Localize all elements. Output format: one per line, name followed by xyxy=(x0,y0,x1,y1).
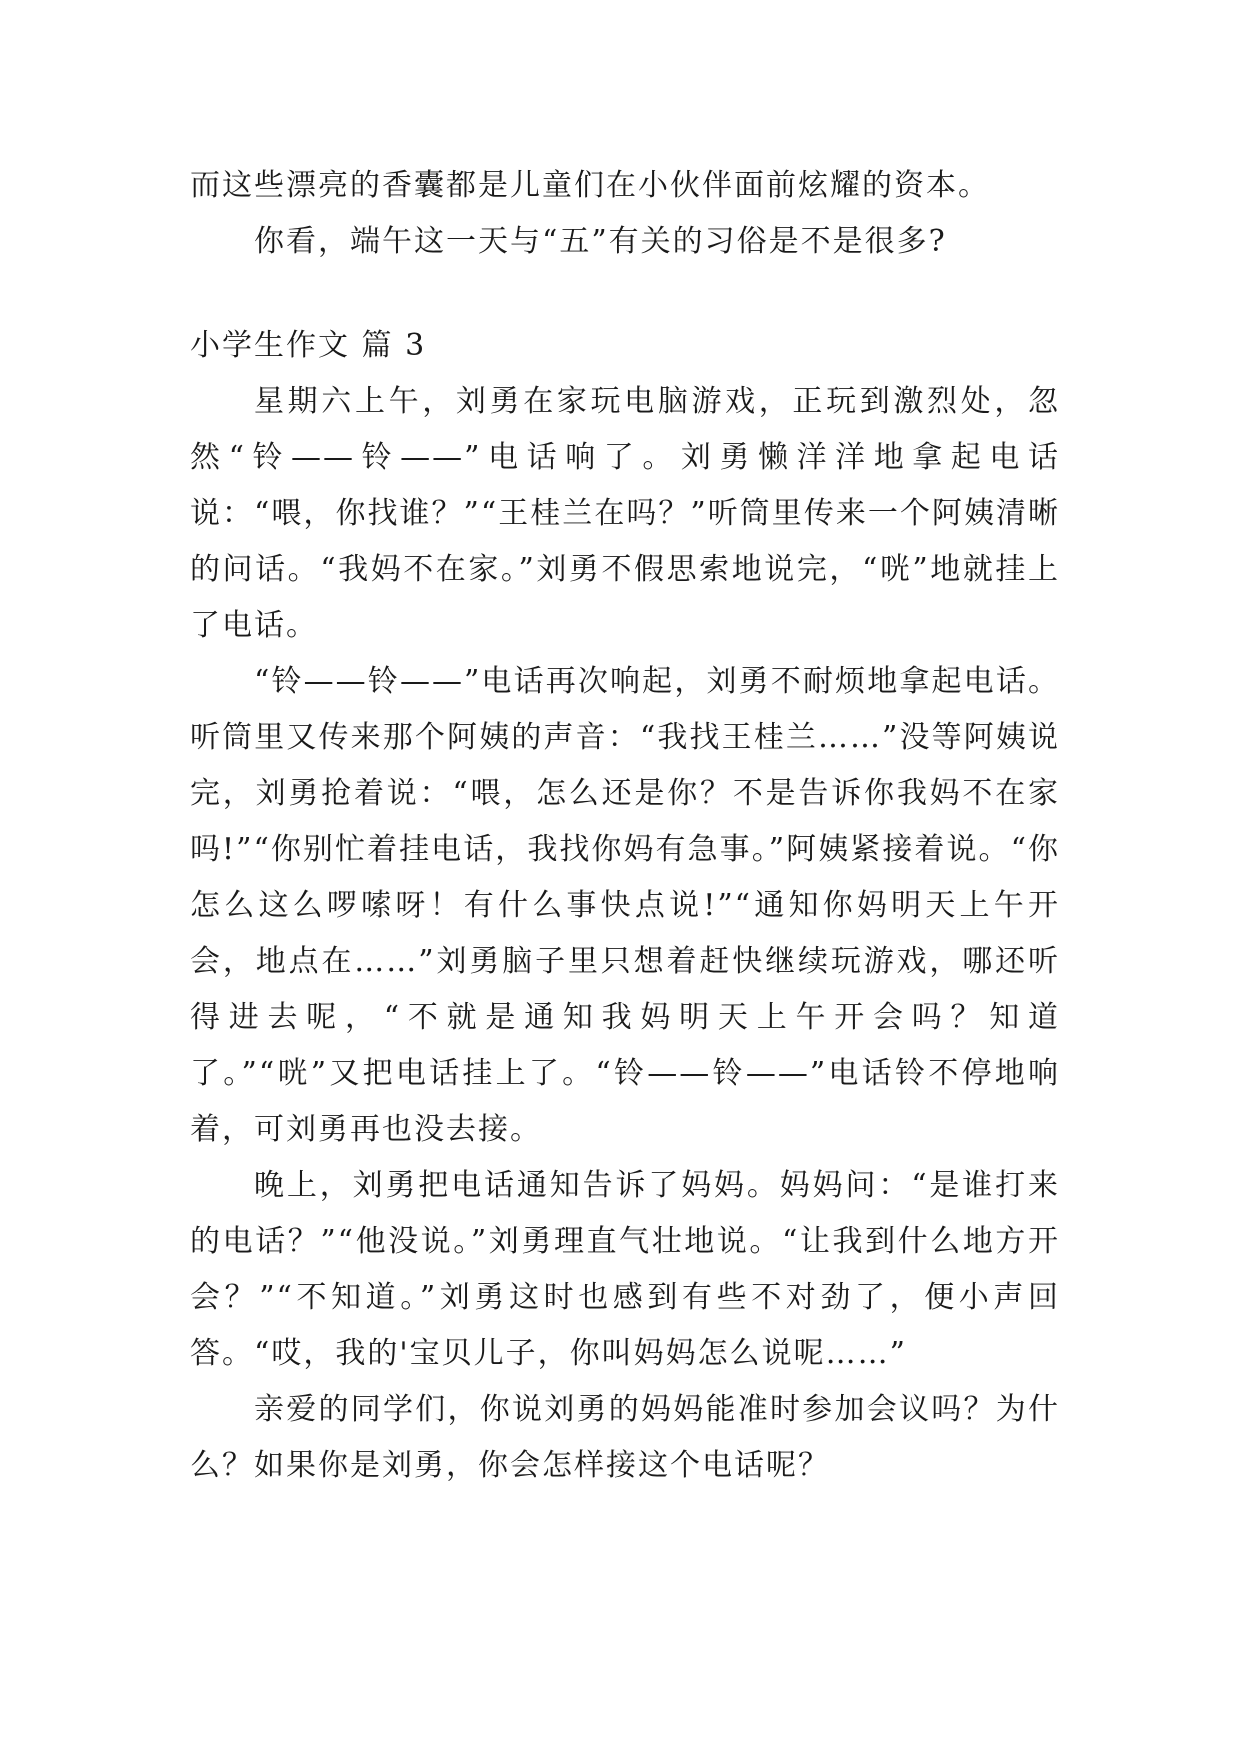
paragraph-first-call: 星期六上午，刘勇在家玩电脑游戏，正玩到激烈处，忽然“铃——铃——”电话响了。刘勇懒洋洋地拿起电话说：“喂，你找谁？”“王桂兰在吗？”听筒里传来一个阿姨清晰的问话。“我妈不在家。”刘勇不假思索地说完，“咣”地就挂上了电话。 xyxy=(190,384,1060,643)
paragraph-evening: 晚上，刘勇把电话通知告诉了妈妈。妈妈问：“是谁打来的电话？”“他没说。”刘勇理直气壮地说。“让我到什么地方开会？”“不知道。”刘勇这时也感到有些不对劲了，便小声回答。“哎，我的'宝贝儿子，你叫妈妈怎么说呢……” xyxy=(190,1168,1060,1371)
paragraph-duanwu-customs: 你看，端午这一天与“五”有关的习俗是不是很多? xyxy=(254,224,947,259)
paragraph-question: 亲爱的同学们，你说刘勇的妈妈能准时参加会议吗？为什么？如果你是刘勇，你会怎样接这个电话呢？ xyxy=(190,1392,1060,1483)
document-body xyxy=(190,158,1060,1494)
paragraph-second-call: “铃——铃——”电话再次响起，刘勇不耐烦地拿起电话。听筒里又传来那个阿姨的声音：“我找王桂兰……”没等阿姨说完，刘勇抢着说：“喂，怎么还是你？不是告诉你我妈不在家吗!”“你别忙着挂电话，我找你妈有急事。”阿姨紧接着说。“你怎么这么啰嗦呀！有什么事快点说!”“通知你妈明天上午开会，地点在……”刘勇脑子里只想着赶快继续玩游戏，哪还听得进去呢，“不就是通知我妈明天上午开会吗？知道了。”“咣”又把电话挂上了。“铃——铃——”电话铃不停地响着，可刘勇再也没去接。 xyxy=(190,664,1060,1147)
paragraph-sachet-ending: 而这些漂亮的香囊都是儿童们在小伙伴面前炫耀的资本。 xyxy=(190,168,990,203)
section-title: 小学生作文 篇 3 xyxy=(190,328,427,363)
